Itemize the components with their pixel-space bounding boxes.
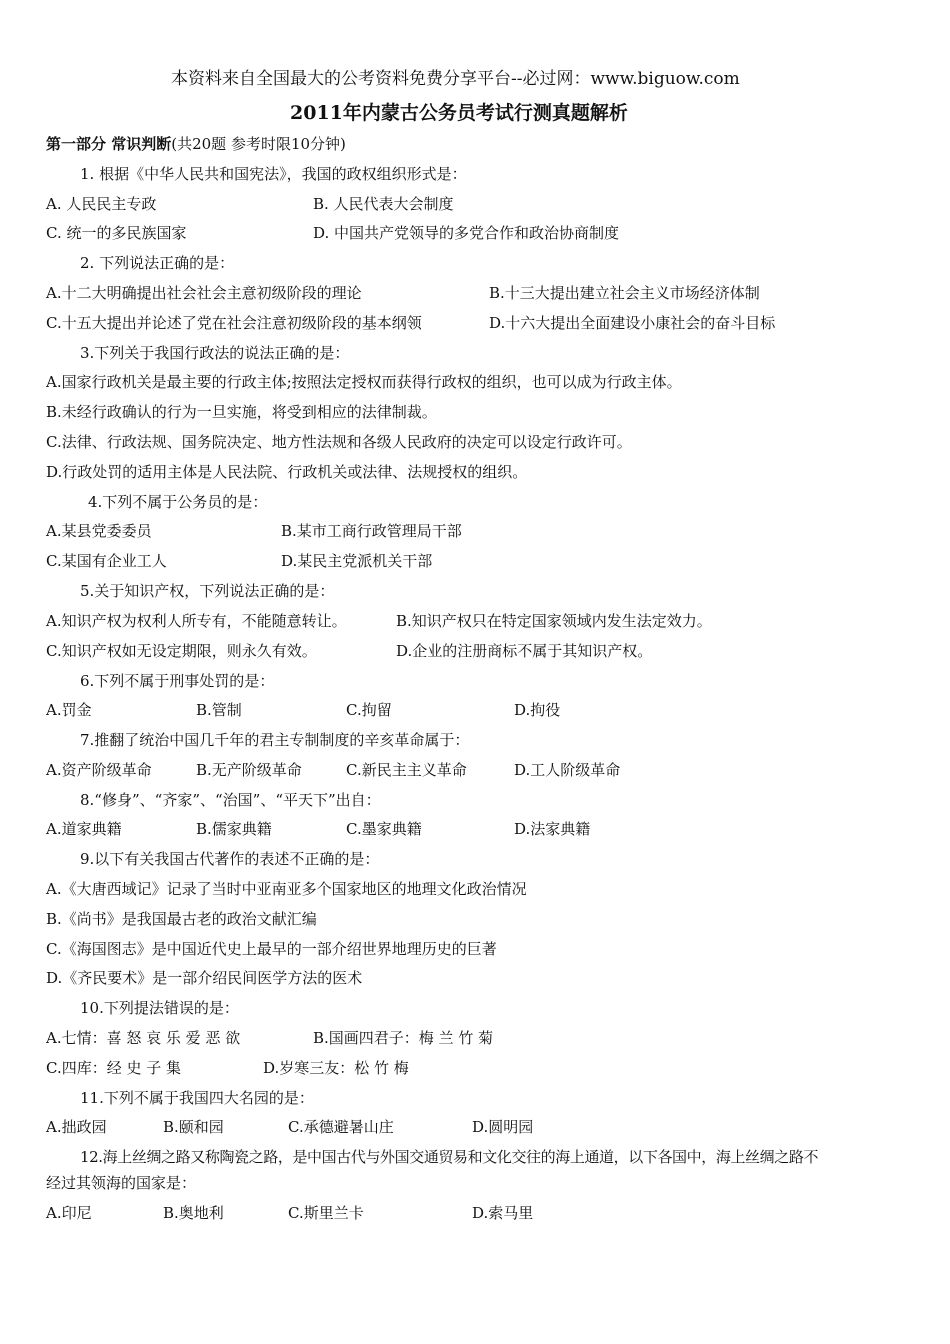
- question-10-option-b: B.国画四君子：梅 兰 竹 菊: [313, 1029, 494, 1047]
- question-3-stem: 3.下列关于我国行政法的说法正确的是：: [80, 344, 350, 362]
- question-4-stem: 4.下列不属于公务员的是：: [88, 493, 268, 511]
- question-7-stem: 7.推翻了统治中国几千年的君主专制制度的辛亥革命属于：: [80, 731, 470, 749]
- section-heading: [46, 134, 346, 154]
- question-7-option-a: A.资产阶级革命: [46, 761, 152, 779]
- question-10-option-d: D.岁寒三友：松 竹 梅: [263, 1059, 409, 1077]
- question-6-stem: 6.下列不属于刑事处罚的是：: [80, 672, 275, 690]
- question-8-option-c: C.墨家典籍: [346, 820, 422, 838]
- question-2-option-b: B.十三大提出建立社会主义市场经济体制: [489, 284, 760, 302]
- question-12-stem-line1: 12.海上丝绸之路又称陶瓷之路，是中国古代与外国交通贸易和文化交往的海上通道，以下各国中，海上丝绸之路不: [80, 1148, 819, 1166]
- question-2-option-a: A.十二大明确提出社会社会主意初级阶段的理论: [46, 284, 362, 302]
- question-5-option-c: C.知识产权如无设定期限，则永久有效。: [46, 642, 317, 660]
- question-1-option-c: C. 统一的多民族国家: [46, 224, 187, 242]
- question-8-stem: 8.“修身”、“齐家”、“治国”、“平天下”出自：: [80, 791, 381, 809]
- question-12-option-b: B.奥地利: [163, 1204, 224, 1222]
- question-8-option-b: B.儒家典籍: [196, 820, 272, 838]
- question-3-option-b: B.未经行政确认的行为一旦实施，将受到相应的法律制裁。: [46, 403, 437, 421]
- question-6-option-c: C.拘留: [346, 701, 392, 719]
- question-12-option-d: D.索马里: [472, 1204, 534, 1222]
- question-1-option-a: A. 人民民主专政: [46, 195, 157, 213]
- question-11-option-c: C.承德避暑山庄: [288, 1118, 394, 1136]
- question-4-option-a: A.某县党委委员: [46, 522, 152, 540]
- question-9-stem: 9.以下有关我国古代著作的表述不正确的是：: [80, 850, 380, 868]
- question-11-option-b: B.颐和园: [163, 1118, 224, 1136]
- section-title: 第一部分 常识判断: [46, 135, 172, 153]
- question-9-option-b: B.《尚书》是我国最古老的政治文献汇编: [46, 910, 317, 928]
- source-header: 本资料来自全国最大的公考资料免费分享平台--必过网：www.biguow.com: [171, 69, 740, 89]
- question-3-option-a: A.国家行政机关是最主要的行政主体;按照法定授权而获得行政权的组织，也可以成为行政主体。: [46, 373, 682, 391]
- question-5-option-d: D.企业的注册商标不属于其知识产权。: [396, 642, 653, 660]
- question-4-option-c: C.某国有企业工人: [46, 552, 167, 570]
- question-4-option-b: B.某市工商行政管理局干部: [281, 522, 462, 540]
- section-note: (共20题 参考时限10分钟): [171, 135, 346, 153]
- question-5-option-a: A.知识产权为权利人所专有，不能随意转让。: [46, 612, 347, 630]
- question-3-option-d: D.行政处罚的适用主体是人民法院、行政机关或法律、法规授权的组织。: [46, 463, 528, 481]
- question-11-stem: 11.下列不属于我国四大名园的是：: [80, 1089, 314, 1107]
- question-7-option-c: C.新民主主义革命: [346, 761, 467, 779]
- question-2-option-d: D.十六大提出全面建设小康社会的奋斗目标: [489, 314, 776, 332]
- question-6-option-b: B.管制: [196, 701, 242, 719]
- question-6-option-a: A.罚金: [46, 701, 92, 719]
- question-1-option-b: B. 人民代表大会制度: [313, 195, 454, 213]
- question-4-option-d: D.某民主党派机关干部: [281, 552, 433, 570]
- question-12-option-a: A.印尼: [46, 1204, 92, 1222]
- question-10-stem: 10.下列提法错误的是：: [80, 999, 239, 1017]
- question-10-option-a: A.七情：喜 怒 哀 乐 爱 恶 欲: [46, 1029, 241, 1047]
- question-11-option-d: D.圆明园: [472, 1118, 534, 1136]
- question-3-option-c: C.法律、行政法规、国务院决定、地方性法规和各级人民政府的决定可以设定行政许可。: [46, 433, 632, 451]
- question-5-option-b: B.知识产权只在特定国家领域内发生法定效力。: [396, 612, 712, 630]
- question-2-stem: 2. 下列说法正确的是：: [80, 254, 235, 272]
- question-5-stem: 5.关于知识产权，下列说法正确的是：: [80, 582, 335, 600]
- question-7-option-b: B.无产阶级革命: [196, 761, 302, 779]
- document-title: 2011年内蒙古公务员考试行测真题解析: [290, 102, 628, 124]
- question-1-stem: 1. 根据《中华人民共和国宪法》，我国的政权组织形式是：: [80, 165, 467, 183]
- question-8-option-d: D.法家典籍: [514, 820, 591, 838]
- question-12-stem-line2: 经过其领海的国家是：: [46, 1174, 197, 1192]
- question-7-option-d: D.工人阶级革命: [514, 761, 621, 779]
- question-6-option-d: D.拘役: [514, 701, 561, 719]
- question-10-option-c: C.四库：经 史 子 集: [46, 1059, 182, 1077]
- question-2-option-c: C.十五大提出并论述了党在社会注意初级阶段的基本纲领: [46, 314, 422, 332]
- question-1-option-d: D. 中国共产党领导的多党合作和政治协商制度: [313, 224, 620, 242]
- question-9-option-c: C.《海国图志》是中国近代史上最早的一部介绍世界地理历史的巨著: [46, 940, 497, 958]
- question-8-option-a: A.道家典籍: [46, 820, 122, 838]
- question-9-option-a: A.《大唐西域记》记录了当时中亚南亚多个国家地区的地理文化政治情况: [46, 880, 527, 898]
- question-9-option-d: D.《齐民要术》是一部介绍民间医学方法的医术: [46, 969, 363, 987]
- question-12-option-c: C.斯里兰卡: [288, 1204, 364, 1222]
- question-11-option-a: A.拙政园: [46, 1118, 107, 1136]
